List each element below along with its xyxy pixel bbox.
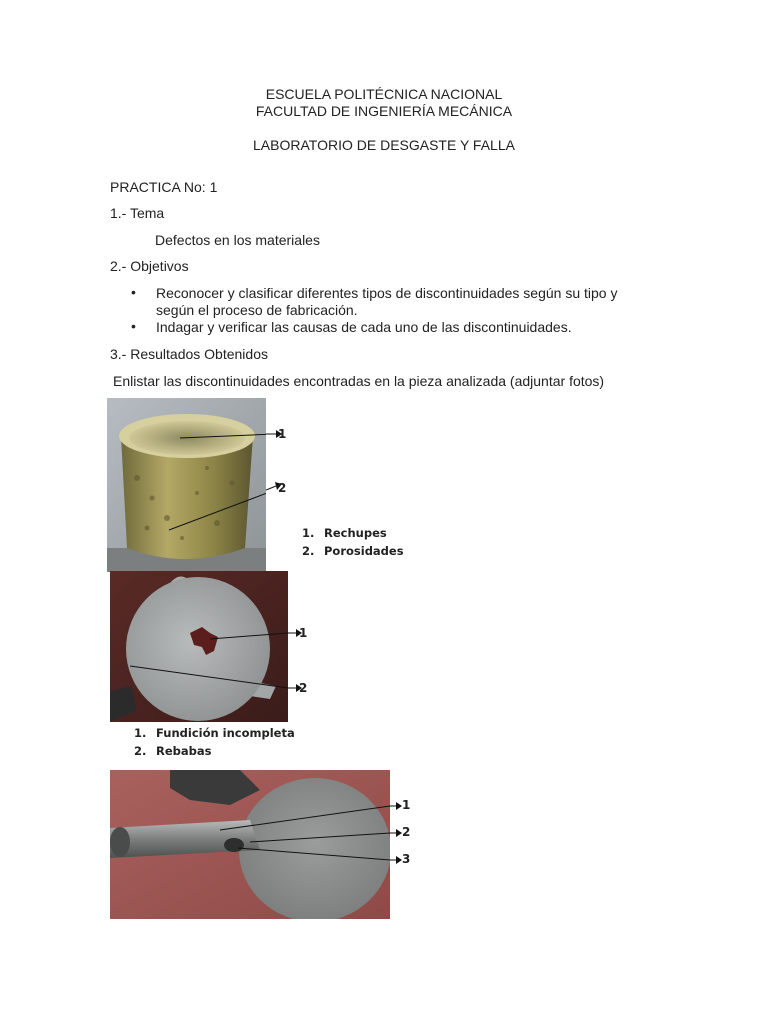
school-title: ESCUELA POLITÉCNICA NACIONAL	[265, 86, 503, 102]
objective-item: Reconocer y clasificar diferentes tipos de discontinuidades según su tipo y	[156, 285, 618, 301]
bullet-icon: •	[131, 284, 136, 300]
disc-casting-photo	[110, 571, 288, 722]
callout-1: 1	[299, 626, 308, 640]
casting-cup-photo	[107, 398, 266, 572]
callout-3: 3	[402, 852, 411, 866]
defect-incomplete-casting: Fundición incompleta	[156, 726, 295, 740]
practice-number: PRACTICA No: 1	[110, 179, 218, 195]
defect-flash: Rebabas	[156, 744, 212, 758]
callout-1: 1	[278, 427, 287, 441]
defect-porosity: Porosidades	[324, 544, 404, 558]
objective-item: Indagar y verificar las causas de cada uno de las discontinuidades.	[156, 319, 572, 335]
faculty-title: FACULTAD DE INGENIERÍA MECÁNICA	[255, 103, 513, 119]
topic-text: Defectos en los materiales	[155, 232, 320, 248]
bullet-icon: •	[131, 318, 136, 334]
callout-2: 2	[299, 681, 308, 695]
defect-shrinkage: Rechupes	[324, 526, 387, 540]
objectives-heading: 2.- Objetivos	[110, 258, 189, 274]
feeder-casting-photo	[110, 770, 390, 919]
callout-1: 1	[402, 798, 411, 812]
callout-2: 2	[278, 481, 287, 495]
list-number: 2.	[134, 744, 147, 758]
objective-item-cont: según el proceso de fabricación.	[156, 302, 358, 318]
results-intro: Enlistar las discontinuidades encontradas en la pieza analizada (adjuntar fotos)	[113, 373, 605, 389]
callout-2: 2	[402, 825, 411, 839]
list-number: 1.	[134, 726, 147, 740]
list-number: 1.	[302, 526, 315, 540]
topic-heading: 1.- Tema	[110, 205, 165, 221]
list-number: 2.	[302, 544, 315, 558]
results-heading: 3.- Resultados Obtenidos	[110, 346, 268, 362]
lab-title: LABORATORIO DE DESGASTE Y FALLA	[253, 137, 515, 153]
